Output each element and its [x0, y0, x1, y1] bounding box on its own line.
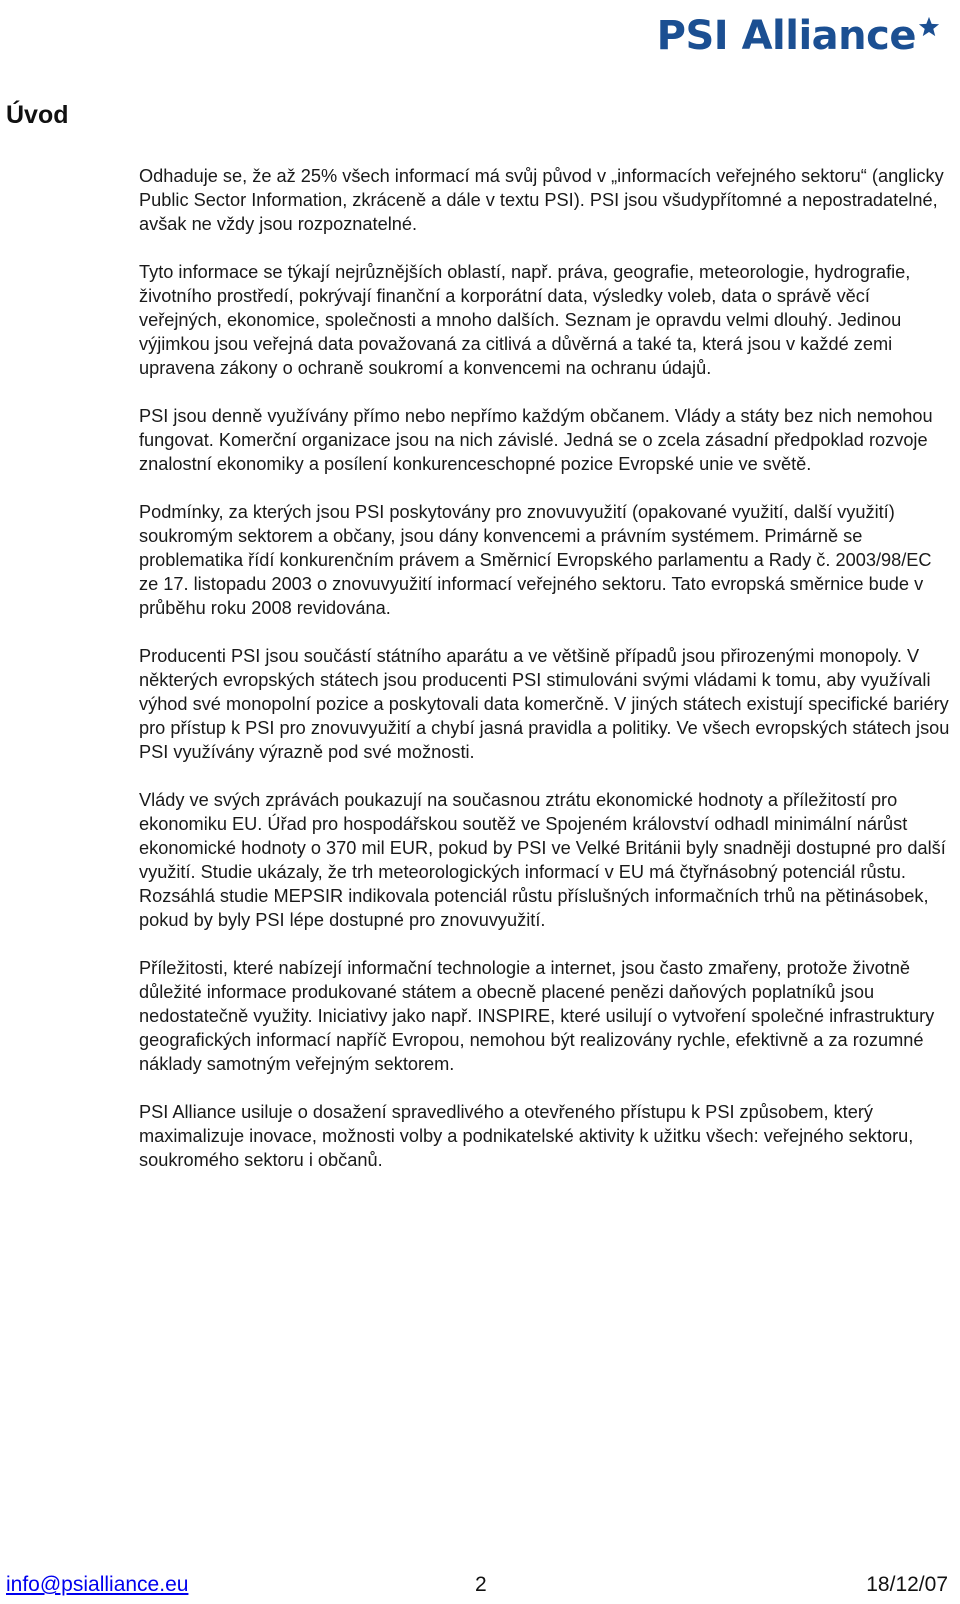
email-link[interactable]: info@psialliance.eu — [6, 1573, 189, 1596]
paragraph: Tyto informace se týkají nejrůznějších oblastí, např. práva, geografie, meteorologie, hydrografie, životního prostředí, pokrývají finanční a korporátní data, výsledky voleb, data o správě věcí veřejných, ekonomice, společnosti a mnoho dalších. Seznam je opravdu velmi dlouhý. Jedinou výjimkou jsou veřejná data považovaná za citlivá a důvěrná a také ta, která jsou v každé zemi upravena zákony o ochraně soukromí a konvencemi na ochranu údajů. — [139, 262, 911, 378]
page-footer — [0, 1571, 960, 1601]
page-heading: Úvod — [6, 101, 69, 129]
paragraph: Podmínky, za kterých jsou PSI poskytovány pro znovuvyužití (opakované využití, další využití) soukromým sektorem a občany, jsou dány konvencemi a právním systémem. Primárně se problematika řídí konkurenčním právem a Směrnicí Evropského parlamentu a Rady č. 2003/98/EC ze 17. listopadu 2003 o znovuvyužití informací veřejného sektoru. Tato evropská směrnice bude v průběhu roku 2008 revidována. — [139, 502, 932, 618]
paragraph: Příležitosti, které nabízejí informační technologie a internet, jsou často zmařeny, protože životně důležité informace produkované státem a obecně placené penězi daňových poplatníků jsou nedostatečně využity. Iniciativy jako např. INSPIRE, které usilují o vytvoření společné infrastruktury geografických informací napříč Evropou, nemohou být realizovány rychle, efektivně a za rozumné náklady samotným veřejným sektorem. — [139, 958, 935, 1074]
star-icon — [918, 16, 940, 38]
logo-text: PSI Alliance — [656, 13, 916, 59]
page-number: 2 — [475, 1573, 487, 1596]
paragraph: PSI Alliance usiluje o dosažení spravedlivého a otevřeného přístupu k PSI způsobem, který maximalizuje inovace, možnosti volby a podnikatelské aktivity k užitku všech: veřejného sektoru, soukromého sektoru i občanů. — [139, 1102, 914, 1170]
paragraph: Odhaduje se, že až 25% všech informací má svůj původ v „informacích veřejného sektoru“ (anglicky Public Sector Information, zkráceně a dále v textu PSI). PSI jsou všudypřítomné a nepostradatelné, avšak ne vždy jsou rozpoznatelné. — [139, 166, 944, 234]
paragraph: Vlády ve svých zprávách poukazují na současnou ztrátu ekonomické hodnoty a příležitostí pro ekonomiku EU. Úřad pro hospodářskou soutěž ve Spojeném království odhadl minimální nárůst ekonomické hodnoty o 370 mil EUR, pokud by PSI ve Velké Británii byly snadněji dostupné pro další využití. Studie ukázaly, že trh meteorologických informací v EU má čtyřnásobný potenciál růstu. Rozsáhlá studie MEPSIR indikovala potenciál růstu příslušných informačních trhů na pětinásobek, pokud by byly PSI lépe dostupné pro znovuvyužití. — [139, 790, 946, 930]
footer-date: 18/12/07 — [866, 1573, 948, 1596]
psi-alliance-logo — [657, 14, 940, 58]
document-body — [139, 164, 954, 1196]
paragraph: Producenti PSI jsou součástí státního aparátu a ve většině případů jsou přirozenými monopoly. V některých evropských státech jsou producenti PSI stimulováni svými vládami k tomu, aby využívali výhod své monopolní pozice a poskytovali data komerčně. V jiných státech existují specifické bariéry pro přístup k PSI pro znovuvyužití a chybí jasná pravidla a politiky. Ve všech evropských státech jsou PSI využívány výrazně pod své možnosti. — [139, 646, 950, 762]
paragraph: PSI jsou denně využívány přímo nebo nepřímo každým občanem. Vlády a státy bez nich nemohou fungovat. Komerční organizace jsou na nich závislé. Jedná se o zcela zásadní předpoklad rozvoje znalostní ekonomiky a posílení konkurenceschopné pozice Evropské unie ve světě. — [139, 406, 933, 474]
